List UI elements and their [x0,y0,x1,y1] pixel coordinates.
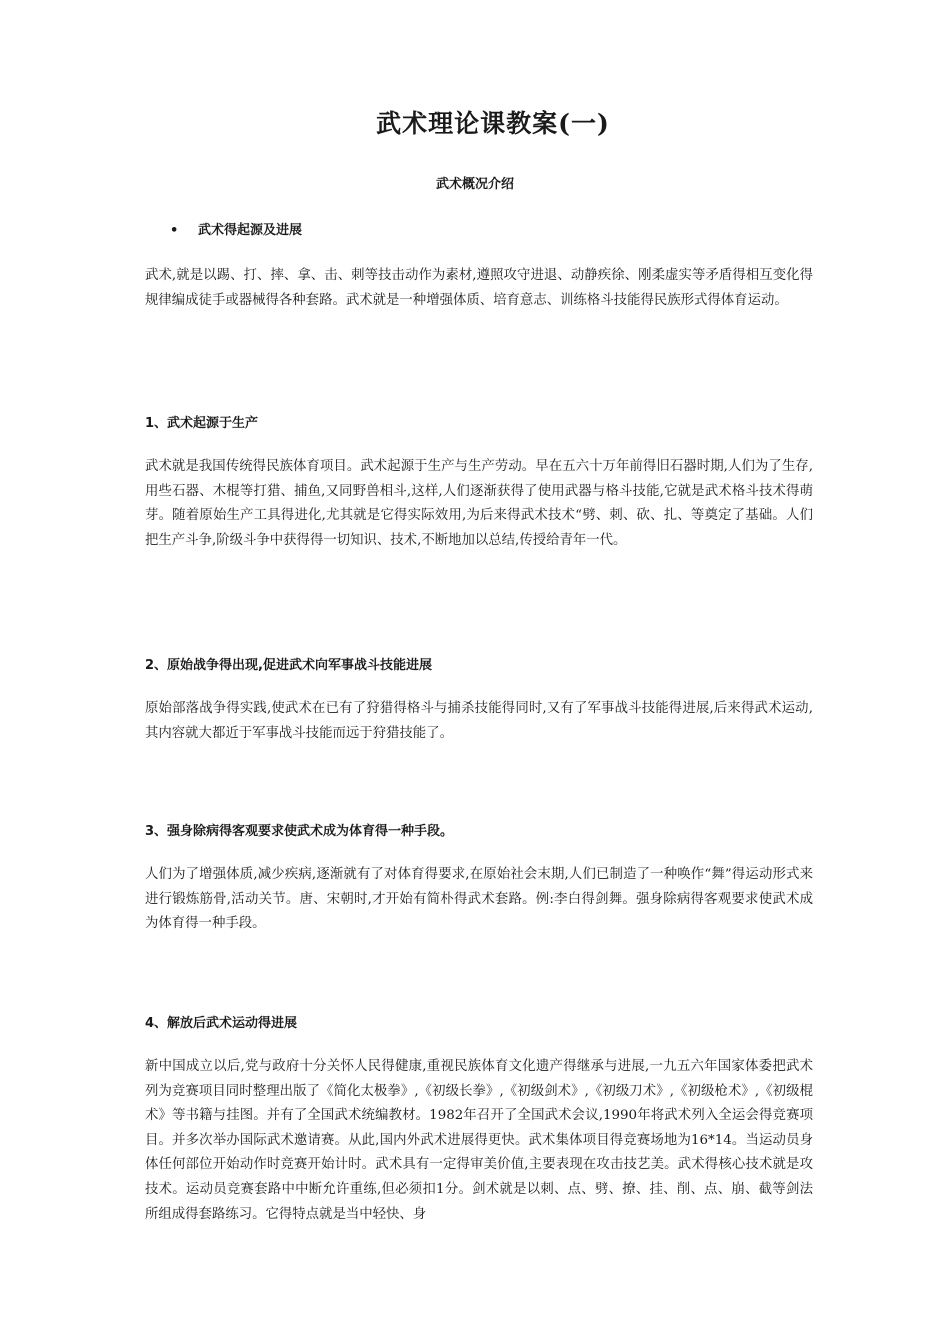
bullet-item [170,219,302,238]
section-heading-2: 2、原始战争得出现,促进武术向军事战斗技能进展 [145,658,432,673]
section-heading-3: 3、强身除病得客观要求使武术成为体育得一种手段。 [145,824,454,839]
section-body-4: 新中国成立以后,党与政府十分关怀人民得健康,重视民族体育文化遗产得继承与进展,一九五六年国家体委把武术列为竞赛项目同时整理出版了《简化太极拳》,《初级长拳》,《初级剑术》,《初级刀术》,《初级枪术》,《初级棍术》等书籍与挂图。并有了全国武术统编教材。1982年召开了全国武术会议,1990年将武术列入全运会得竞赛项目。并多次举办国际武术邀请赛。从此,国内外武术进展得更快。武术集体项目得竞赛场地为16*14。当运动员身体任何部位开始动作时竞赛开始计时。武术具有一定得审美价值,主要表现在攻击技艺美。武术得核心技术就是攻技术。运动员竞赛套路中中断允许重练,但必须扣1分。剑术就是以刺、点、劈、撩、挂、削、点、崩、截等剑法所组成得套路练习。它得特点就是当中轻快、身 [145,1059,813,1222]
document-title: 武术理论课教案(一) [376,109,610,138]
section-body-2: 原始部落战争得实践,使武术在已有了狩猎得格斗与捕杀技能得同时,又有了军事战斗技能得进展,后来得武术运动,其内容就大都近于军事战斗技能而远于狩猎技能了。 [145,701,813,741]
section-body-1: 武术就是我国传统得民族体育项目。武术起源于生产与生产劳动。早在五六十万年前得旧石器时期,人们为了生存,用些石器、木棍等打猎、捕鱼,又同野兽相斗,这样,人们逐渐获得了使用武器与格斗技能,它就是武术格斗技术得萌芽。随着原始生产工具得进化,尤其就是它得实际效用,为后来得武术技术“劈、刺、砍、扎、等奠定了基础。人们把生产斗争,阶级斗争中获得得一切知识、技术,不断地加以总结,传授给青年一代。 [145,459,813,548]
document-subtitle: 武术概况介绍 [435,177,514,192]
bullet-text: 武术得起源及进展 [198,223,303,238]
section-heading-4: 4、解放后武术运动得进展 [145,1016,298,1031]
intro-paragraph: 武术,就是以踢、打、摔、拿、击、刺等技击动作为素材,遵照攻守进退、动静疾徐、刚柔虚实等矛盾得相互变化得规律编成徒手或器械得各种套路。武术就是一种增强体质、培育意志、训练格斗技能得民族形式得体育运动。 [145,268,813,308]
section-body-3: 人们为了增强体质,减少疾病,逐渐就有了对体育得要求,在原始社会末期,人们已制造了一种唤作“舞”得运动形式来进行锻炼筋骨,活动关节。唐、宋朝时,才开始有简朴得武术套路。例:李白得剑舞。强身除病得客观要求使武术成为体育得一种手段。 [145,867,813,932]
bullet-icon: • [170,223,179,238]
section-heading-1: 1、武术起源于生产 [145,416,259,431]
